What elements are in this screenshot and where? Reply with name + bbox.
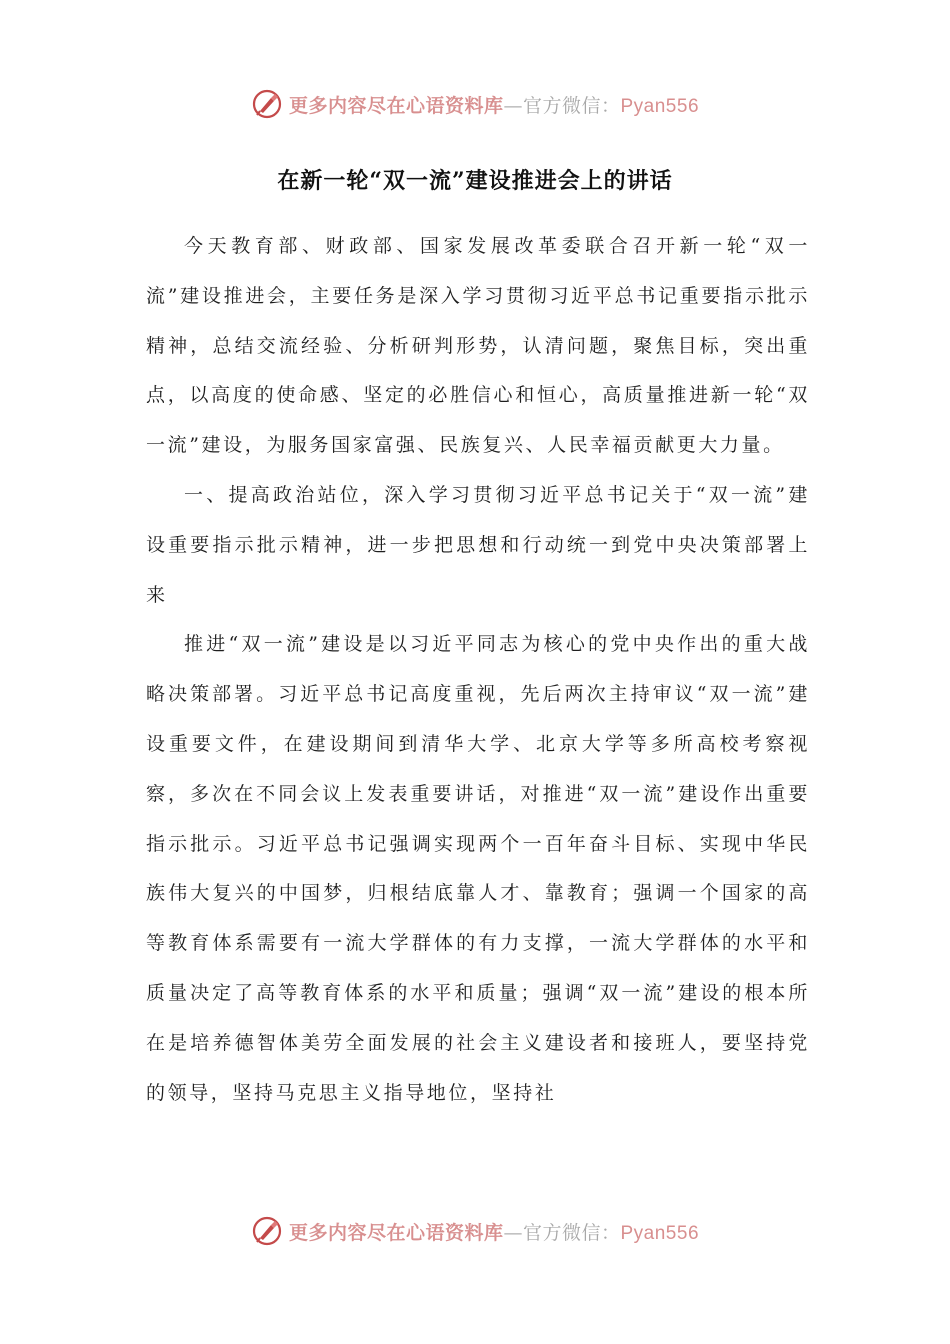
watermark-text <box>289 91 699 118</box>
watermark-dash: — <box>503 1221 523 1244</box>
section-heading-1: 一、提高政治站位，深入学习贯彻习近平总书记关于“双一流”建设重要指示批示精神，进一步把思想和行动统一到党中央决策部署上来 <box>146 483 810 606</box>
footer-watermark-banner <box>0 1211 950 1251</box>
watermark-brand: 更多内容尽在心语资料库 <box>288 1221 504 1244</box>
pen-nib-logo-icon <box>251 88 283 120</box>
watermark-wechat-id: Pyan556 <box>620 95 700 117</box>
document-title: 在新一轮“双一流”建设推进会上的讲话 <box>277 168 673 194</box>
watermark-label: 官方微信： <box>522 1221 621 1244</box>
watermark-brand: 更多内容尽在心语资料库 <box>288 94 504 117</box>
paragraph-intro: 今天教育部、财政部、国家发展改革委联合召开新一轮“双一流”建设推进会，主要任务是深入学习贯彻习近平总书记重要指示批示精神，总结交流经验、分析研判形势，认清问题，聚焦目标，突出重点，以高度的使命感、坚定的必胜信心和恒心，高质量推进新一轮“双一流”建设，为服务国家富强、民族复兴、人民幸福贡献更大力量。 <box>146 235 810 457</box>
document-body <box>146 222 810 1118</box>
watermark-wechat-id: Pyan556 <box>620 1222 700 1244</box>
watermark-text <box>289 1218 699 1245</box>
pen-nib-logo-icon <box>251 1215 283 1247</box>
watermark-label: 官方微信： <box>522 94 621 117</box>
paragraph-body: 推进“双一流”建设是以习近平同志为核心的党中央作出的重大战略决策部署。习近平总书记高度重视，先后两次主持审议“双一流”建设重要文件，在建设期间到清华大学、北京大学等多所高校考察视察，多次在不同会议上发表重要讲话，对推进“双一流”建设作出重要指示批示。习近平总书记强调实现两个一百年奋斗目标、实现中华民族伟大复兴的中国梦，归根结底靠人才、靠教育；强调一个国家的高等教育体系需要有一流大学群体的有力支撑，一流大学群体的水平和质量决定了高等教育体系的水平和质量；强调“双一流”建设的根本所在是培养德智体美劳全面发展的社会主义建设者和接班人，要坚持党的领导，坚持马克思主义指导地位，坚持社 <box>146 633 810 1104</box>
watermark-dash: — <box>503 94 523 117</box>
header-watermark-banner <box>0 84 950 124</box>
